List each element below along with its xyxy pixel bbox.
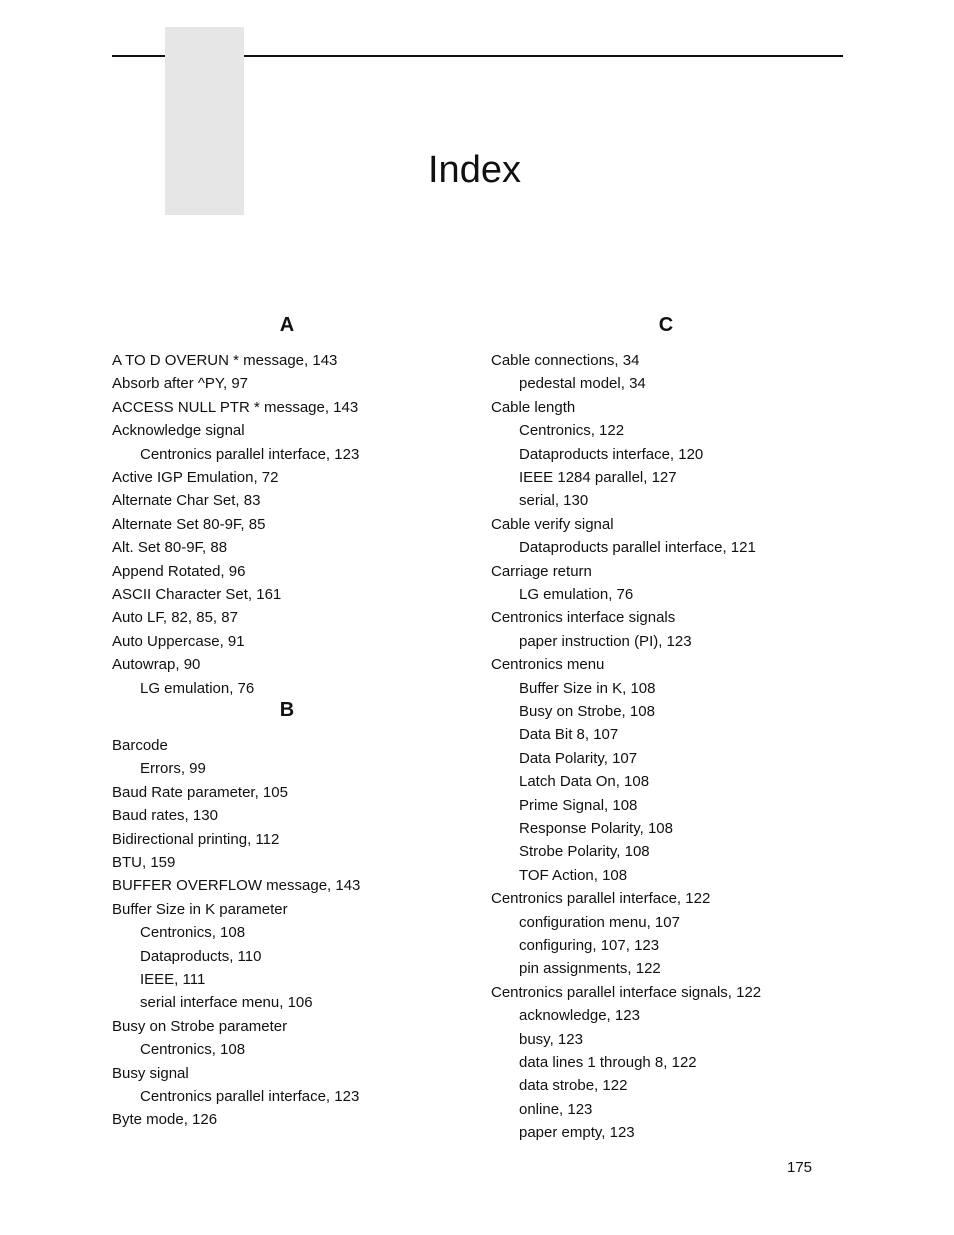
index-entry: Acknowledge signal (112, 422, 245, 440)
index-subentry: Dataproducts parallel interface, 121 (519, 539, 756, 557)
index-entry: Autowrap, 90 (112, 656, 201, 674)
index-entry: Alt. Set 80-9F, 88 (112, 539, 228, 557)
chapter-tab-block (165, 27, 244, 215)
index-entry: Auto Uppercase, 91 (112, 632, 245, 650)
index-subentry: data strobe, 122 (519, 1077, 628, 1095)
index-subentry: online, 123 (519, 1100, 593, 1118)
index-subentry: Centronics parallel interface, 123 (140, 445, 360, 463)
index-subentry: Data Polarity, 107 (519, 749, 638, 767)
index-subentry: Centronics parallel interface, 123 (140, 1088, 360, 1105)
index-subentry: Data Bit 8, 107 (519, 726, 619, 744)
index-entry: ACCESS NULL PTR * message, 143 (112, 398, 359, 416)
index-entry: Active IGP Emulation, 72 (112, 469, 279, 486)
index-entry: Centronics parallel interface signals, 122 (491, 983, 762, 1001)
page-number: 175 (787, 1159, 813, 1176)
index-entry: Baud rates, 130 (112, 807, 218, 825)
index-entry: Buffer Size in K parameter (112, 900, 288, 918)
index-subentry: pedestal model, 34 (519, 375, 646, 393)
index-subentry: Dataproducts, 110 (140, 947, 262, 965)
index-entry: Centronics interface signals (491, 609, 676, 627)
section-heading: B (279, 699, 295, 721)
page-title: Index (428, 149, 521, 191)
index-entry: Busy on Strobe parameter (112, 1017, 288, 1035)
index-subentry: pin assignments, 122 (519, 960, 661, 978)
index-subentry: serial, 130 (519, 492, 589, 510)
index-entry: Bidirectional printing, 112 (112, 830, 280, 848)
index-subentry: Response Polarity, 108 (519, 820, 673, 837)
index-subentry: Busy on Strobe, 108 (519, 703, 655, 720)
index-subentry: LG emulation, 76 (519, 586, 634, 603)
index-entry: Centronics parallel interface, 122 (491, 890, 711, 908)
index-entry: Cable connections, 34 (491, 352, 640, 369)
index-subentry: IEEE, 111 (140, 971, 206, 988)
index-subentry: LG emulation, 76 (140, 679, 255, 697)
index-entry: Alternate Set 80-9F, 85 (112, 515, 266, 533)
header-rule-left (112, 55, 165, 57)
index-entry: A TO D OVERUN * message, 143 (112, 352, 338, 369)
index-subentry: configuration menu, 107 (519, 913, 680, 931)
index-entry: BUFFER OVERFLOW message, 143 (112, 877, 361, 895)
index-subentry: configuring, 107, 123 (519, 937, 660, 954)
header-rule-right (244, 55, 843, 57)
index-entry: Append Rotated, 96 (112, 562, 246, 580)
index-subentry: paper empty, 123 (519, 1124, 635, 1142)
index-entry: Barcode (112, 737, 168, 754)
index-subentry: Errors, 99 (140, 760, 206, 778)
index-entry: ASCII Character Set, 161 (112, 586, 282, 603)
index-subentry: Prime Signal, 108 (519, 796, 638, 814)
index-subentry: Dataproducts interface, 120 (519, 445, 704, 463)
index-subentry: Centronics, 108 (140, 1041, 246, 1059)
index-subentry: acknowledge, 123 (519, 1007, 640, 1025)
index-entry: Alternate Char Set, 83 (112, 492, 261, 510)
section-heading: A (279, 314, 295, 336)
index-entry: BTU, 159 (112, 854, 176, 871)
index-entry: Cable verify signal (491, 515, 614, 533)
index-subentry: IEEE 1284 parallel, 127 (519, 469, 677, 486)
index-entry: Cable length (491, 398, 576, 416)
index-subentry: Strobe Polarity, 108 (519, 843, 650, 861)
index-entry: Absorb after ^PY, 97 (112, 375, 249, 393)
index-subentry: Latch Data On, 108 (519, 773, 650, 791)
index-subentry: busy, 123 (519, 1030, 583, 1048)
index-entry: Centronics menu (491, 656, 605, 674)
index-subentry: data lines 1 through 8, 122 (519, 1054, 697, 1071)
index-entry: Busy signal (112, 1064, 189, 1082)
index-entry: Auto LF, 82, 85, 87 (112, 609, 238, 627)
index-subentry: serial interface menu, 106 (140, 994, 313, 1012)
index-entry: Byte mode, 126 (112, 1111, 218, 1129)
index-entry: Carriage return (491, 562, 592, 580)
index-subentry: TOF Action, 108 (519, 866, 628, 884)
index-subentry: Buffer Size in K, 108 (519, 679, 656, 697)
index-subentry: Centronics, 122 (519, 422, 625, 440)
index-entry: Baud Rate parameter, 105 (112, 783, 288, 801)
index-subentry: paper instruction (PI), 123 (519, 632, 692, 650)
section-heading: C (658, 314, 674, 336)
index-subentry: Centronics, 108 (140, 924, 246, 942)
